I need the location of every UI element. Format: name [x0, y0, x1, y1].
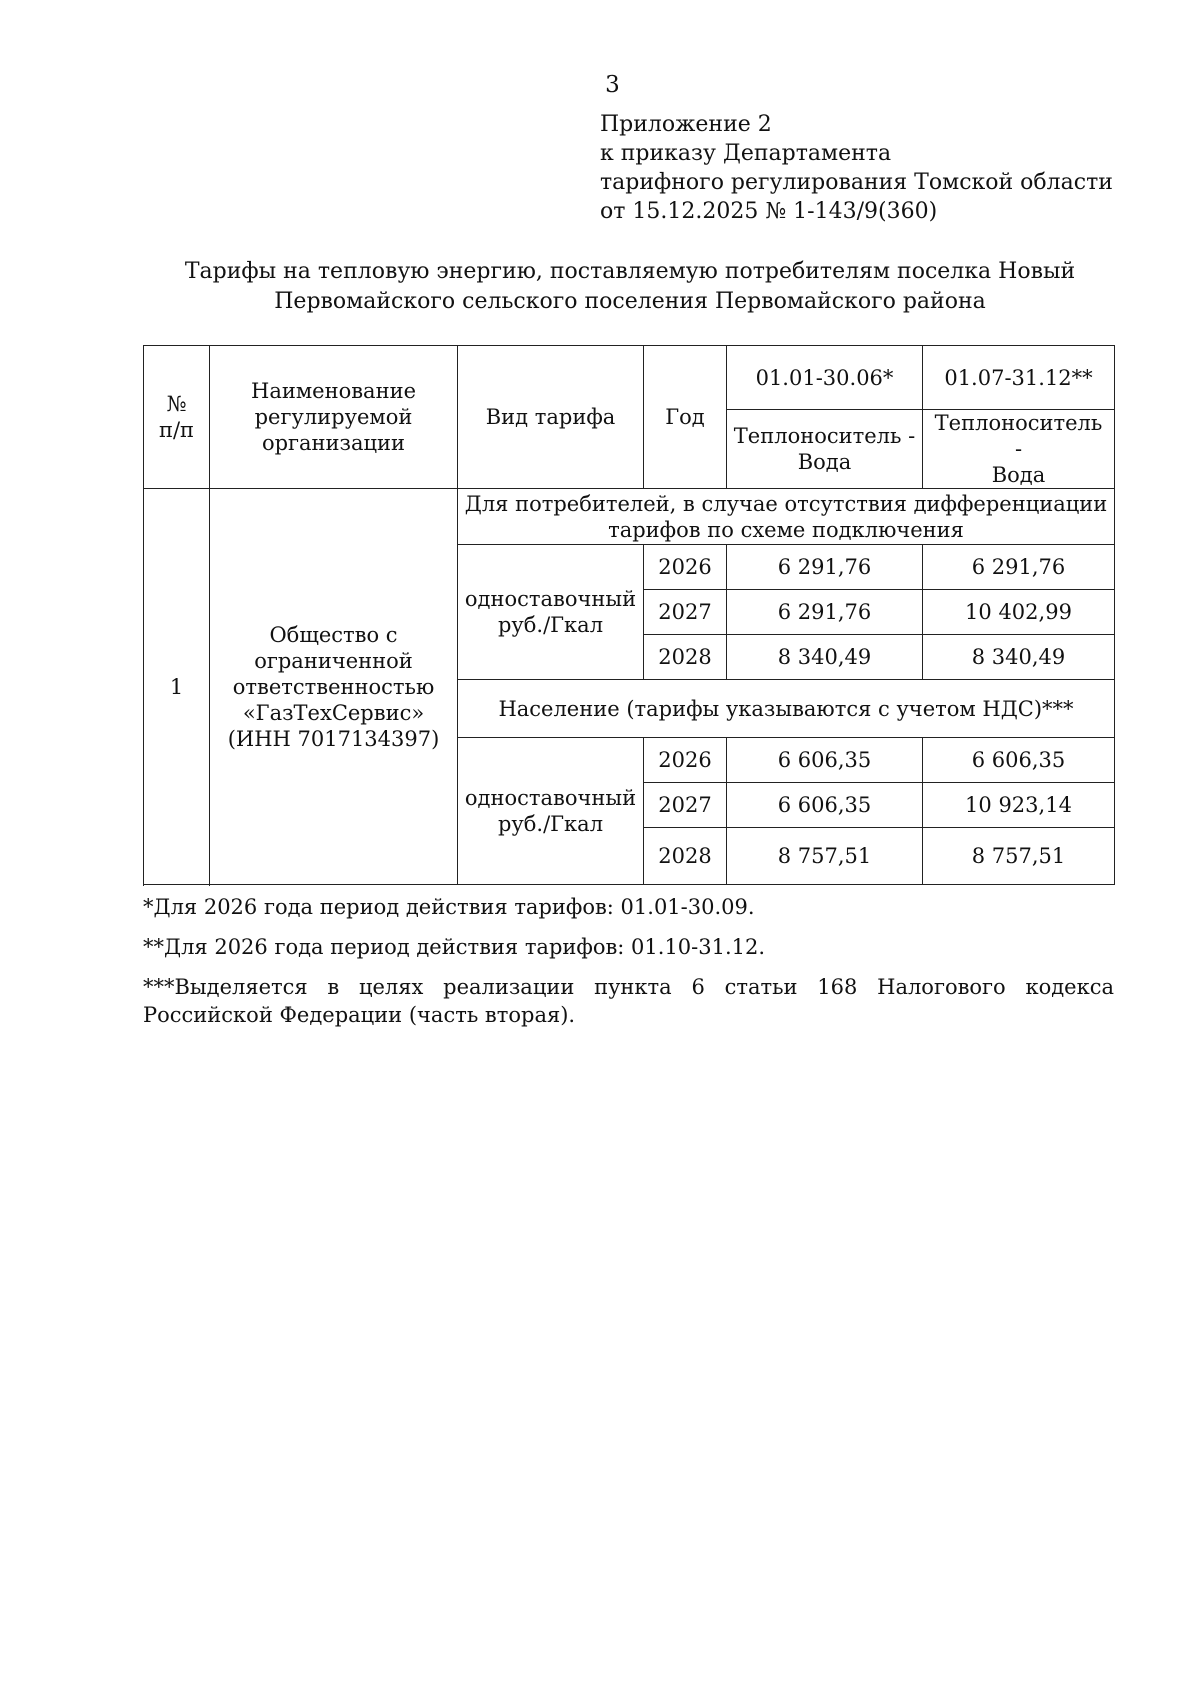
header-number-line: №	[166, 392, 187, 416]
title-line: Первомайского сельского поселения Первомайского района	[274, 289, 986, 314]
value-cell: 6 606,35	[727, 738, 923, 783]
header-period-1: 01.01-30.06*	[727, 346, 923, 410]
year-cell: 2026	[644, 545, 727, 590]
title-line: Тарифы на тепловую энергию, поставляемую потребителям поселка Новый	[184, 259, 1076, 284]
year-cell: 2028	[644, 635, 727, 680]
header-number	[144, 346, 210, 489]
tariff-table	[143, 345, 1115, 885]
header-carrier-line: Вода	[991, 463, 1046, 487]
header-carrier-line: Вода	[797, 450, 852, 474]
value-cell: 6 606,35	[923, 738, 1115, 783]
header-carrier-line: Теплоноситель -	[733, 424, 916, 448]
document-title	[140, 257, 1120, 317]
organization-line: ограниченной	[254, 648, 413, 673]
section-title-line: Для потребителей, в случае отсутствия дифференциации	[464, 491, 1108, 516]
header-carrier-1	[727, 410, 923, 489]
tariff-type-line: одноставочный	[464, 786, 637, 810]
appendix-line: Приложение 2	[600, 112, 772, 137]
tariff-type-cell	[458, 738, 644, 885]
page-number: 3	[605, 72, 620, 98]
value-cell: 6 291,76	[727, 545, 923, 590]
header-tariff-type: Вид тарифа	[458, 346, 644, 489]
footnote-3: ***Выделяется в целях реализации пункта 6 статьи 168 Налогового кодекса Российской Федерации (часть вторая).	[143, 975, 1114, 1027]
section-title	[458, 489, 1115, 545]
header-carrier-line: Теплоноситель -	[934, 411, 1103, 461]
appendix-line: тарифного регулирования Томской области	[600, 170, 1113, 195]
appendix-line: к приказу Департамента	[600, 141, 892, 166]
appendix-line: от 15.12.2025 № 1-143/9(360)	[600, 199, 938, 224]
row-number: 1	[144, 489, 210, 885]
section-title-line: тарифов по схеме подключения	[608, 517, 964, 542]
tariff-type-cell	[458, 545, 644, 680]
header-carrier-2	[923, 410, 1115, 489]
value-cell: 8 340,49	[727, 635, 923, 680]
section-title: Население (тарифы указываются с учетом НДС)***	[458, 680, 1115, 738]
year-cell: 2027	[644, 590, 727, 635]
organization-name	[210, 489, 458, 885]
tariff-type-line: руб./Гкал	[497, 613, 604, 637]
header-organization-line: Наименование	[251, 379, 416, 403]
value-cell: 6 291,76	[727, 590, 923, 635]
footnote-1: *Для 2026 года период действия тарифов: 01.01-30.09.	[143, 895, 755, 919]
footnote-2: **Для 2026 года период действия тарифов: 01.10-31.12.	[143, 935, 766, 959]
tariff-type-line: руб./Гкал	[497, 812, 604, 836]
year-cell: 2028	[644, 828, 727, 885]
value-cell: 6 291,76	[923, 545, 1115, 590]
year-cell: 2027	[644, 783, 727, 828]
header-period-2: 01.07-31.12**	[923, 346, 1115, 410]
tariff-type-line: одноставочный	[464, 587, 637, 611]
header-number-line: п/п	[158, 418, 195, 442]
value-cell: 10 402,99	[923, 590, 1115, 635]
year-cell: 2026	[644, 738, 727, 783]
organization-line: Общество с	[269, 622, 398, 647]
value-cell: 8 757,51	[923, 828, 1115, 885]
header-year: Год	[644, 346, 727, 489]
value-cell: 8 757,51	[727, 828, 923, 885]
organization-line: ответственностью	[232, 674, 435, 699]
header-organization-line: организации	[261, 431, 406, 455]
header-organization-line: регулируемой	[254, 405, 413, 429]
organization-line: «ГазТехСервис»	[242, 700, 425, 725]
value-cell: 6 606,35	[727, 783, 923, 828]
value-cell: 10 923,14	[923, 783, 1115, 828]
value-cell: 8 340,49	[923, 635, 1115, 680]
appendix-header	[600, 110, 1113, 226]
organization-line: (ИНН 7017134397)	[227, 726, 440, 751]
header-organization	[210, 346, 458, 489]
